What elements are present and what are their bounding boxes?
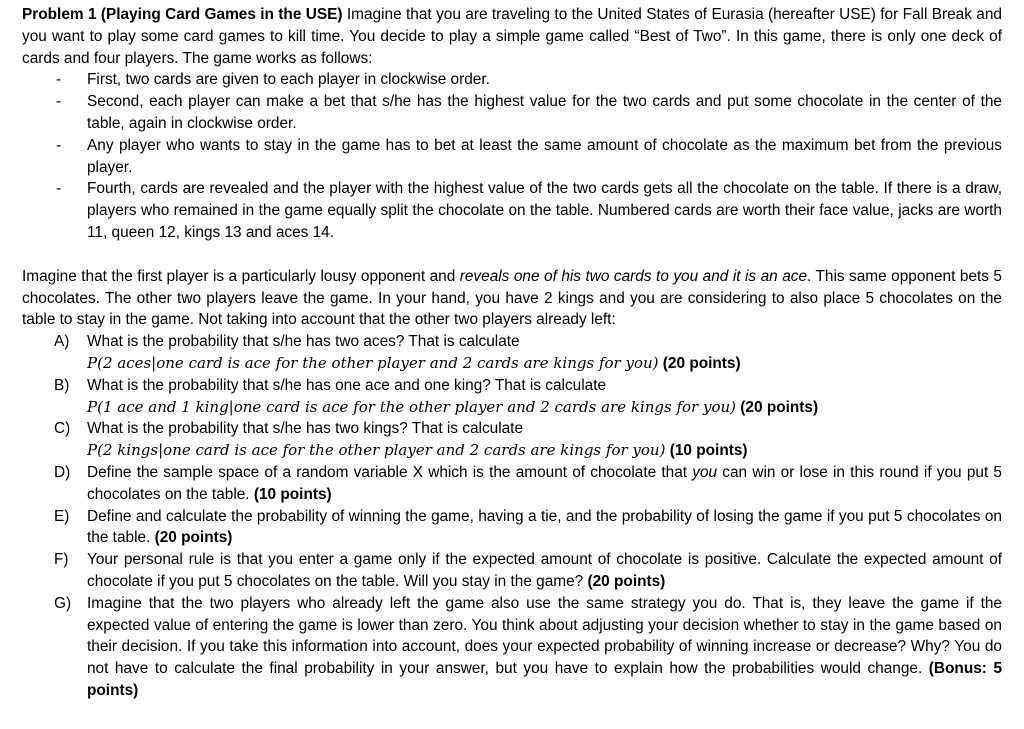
question-points: (20 points) [740,398,819,416]
question-g [22,593,1002,702]
problem-intro: Imagine that you are traveling to the United States of Eurasia (hereafter USE) for Fall Break and you want to play some card games to kill time. You decide to play a simple game called “Best of Two”. In this game, there is only one deck of cards and four players. The game works as follows: [22,6,1002,67]
question-text: What is the probability that s/he has two aces? That is calculate [87,333,520,351]
question-a [22,331,1002,375]
rule-item [22,91,1002,135]
paragraph-gap [22,244,1002,266]
question-e [22,506,1002,550]
questions-list [22,331,1002,702]
dash-bullet: - [56,180,62,198]
rule-text: Fourth, cards are revealed and the player with the highest value of the two cards gets all the chocolate on the table. If there is a draw, players who remained in the game equally split the chocolate on the table. Numbered cards are worth their face value, jacks are worth 11, queen 12, kings 13 and aces 14. [87,180,1002,241]
question-letter: A) [54,333,70,351]
question-points: (20 points) [587,572,666,590]
question-points: (20 points) [662,354,741,372]
question-points: (Bonus: 5 points) [87,660,1003,699]
dash-bullet: - [56,136,62,154]
question-points: (10 points) [669,442,748,460]
question-letter: F) [54,551,69,569]
question-points: (20 points) [154,529,233,547]
question-points: (10 points) [253,485,332,503]
rule-text: Second, each player can make a bet that s/he has the highest value for the two cards and put some chocolate in the center of the table, again in clockwise order. [87,93,1002,132]
dash-bullet: - [56,93,62,111]
formula-math: P(2 aces|one card is ace for the other player and 2 cards are kings for you) [87,353,659,372]
rule-item [22,69,1002,91]
rules-list [22,69,1002,243]
dash-bullet: - [56,71,62,89]
question-text: Define and calculate the probability of winning the game, having a tie, and the probability of losing the game if you put 5 chocolates on the table. [87,507,1002,547]
problem-intro-paragraph [22,4,1002,69]
question-text: can win or lose in this round if you put 5 chocolates on the table. [87,463,1002,503]
question-text: Your personal rule is that you enter a game only if the expected amount of chocolate is positive. Calculate the expected amount of chocolate if you put 5 chocolates on the table. Will you stay in the game? [87,551,1002,590]
question-text: Imagine that the two players who already left the game also use the same strategy you do. That is, they leave the game if the expected value of entering the game is lower than zero. You think about adjusting your decision whether to stay in the game based on their decision. If you take this information into account, does your expected probability of winning increase or decrease? Why? You do not have to calculate the final probability in your answer, but you have to explain how the probabilities would change. [87,594,1002,678]
formula-math: P(1 ace and 1 king|one card is ace for the other player and 2 cards are kings for you) [87,397,737,416]
question-formula [87,442,748,459]
question-d [22,462,1002,506]
rule-text: First, two cards are given to each player in clockwise order. [87,71,490,89]
scenario-text: . This same opponent bets 5 chocolates. The other two players leave the game. In your hand, you have 2 kings and you are considering to also place 5 chocolates on the table to stay in the game. Not taking into account that the other two players already left: [22,267,1002,329]
scenario-paragraph [22,266,1002,331]
question-formula [87,399,818,416]
question-emphasis: you [692,463,718,481]
question-b [22,375,1002,419]
question-text: Define the sample space of a random variable X which is the amount of chocolate that [87,463,693,481]
scenario-text: Imagine that the first player is a particularly lousy opponent and [22,267,460,285]
rule-item [22,178,1002,243]
question-f [22,549,1002,593]
question-letter: B) [54,376,70,394]
question-letter: G) [54,594,72,612]
scenario-emphasis: reveals one of his two cards to you and it is an ace [459,267,808,285]
question-letter: E) [54,507,70,525]
question-letter: C) [54,420,71,438]
rule-text: Any player who wants to stay in the game has to bet at least the same amount of chocolate as the maximum bet from the previous player. [87,136,1002,176]
formula-math: P(2 kings|one card is ace for the other player and 2 cards are kings for you) [87,441,666,460]
question-formula [87,355,741,372]
question-text: What is the probability that s/he has two kings? That is calculate [87,420,524,438]
question-letter: D) [54,463,71,481]
problem-title: Problem 1 (Playing Card Games in the USE) [22,6,343,23]
question-text: What is the probability that s/he has one ace and one king? That is calculate [87,376,607,394]
rule-item [22,135,1002,179]
question-c [22,418,1002,462]
